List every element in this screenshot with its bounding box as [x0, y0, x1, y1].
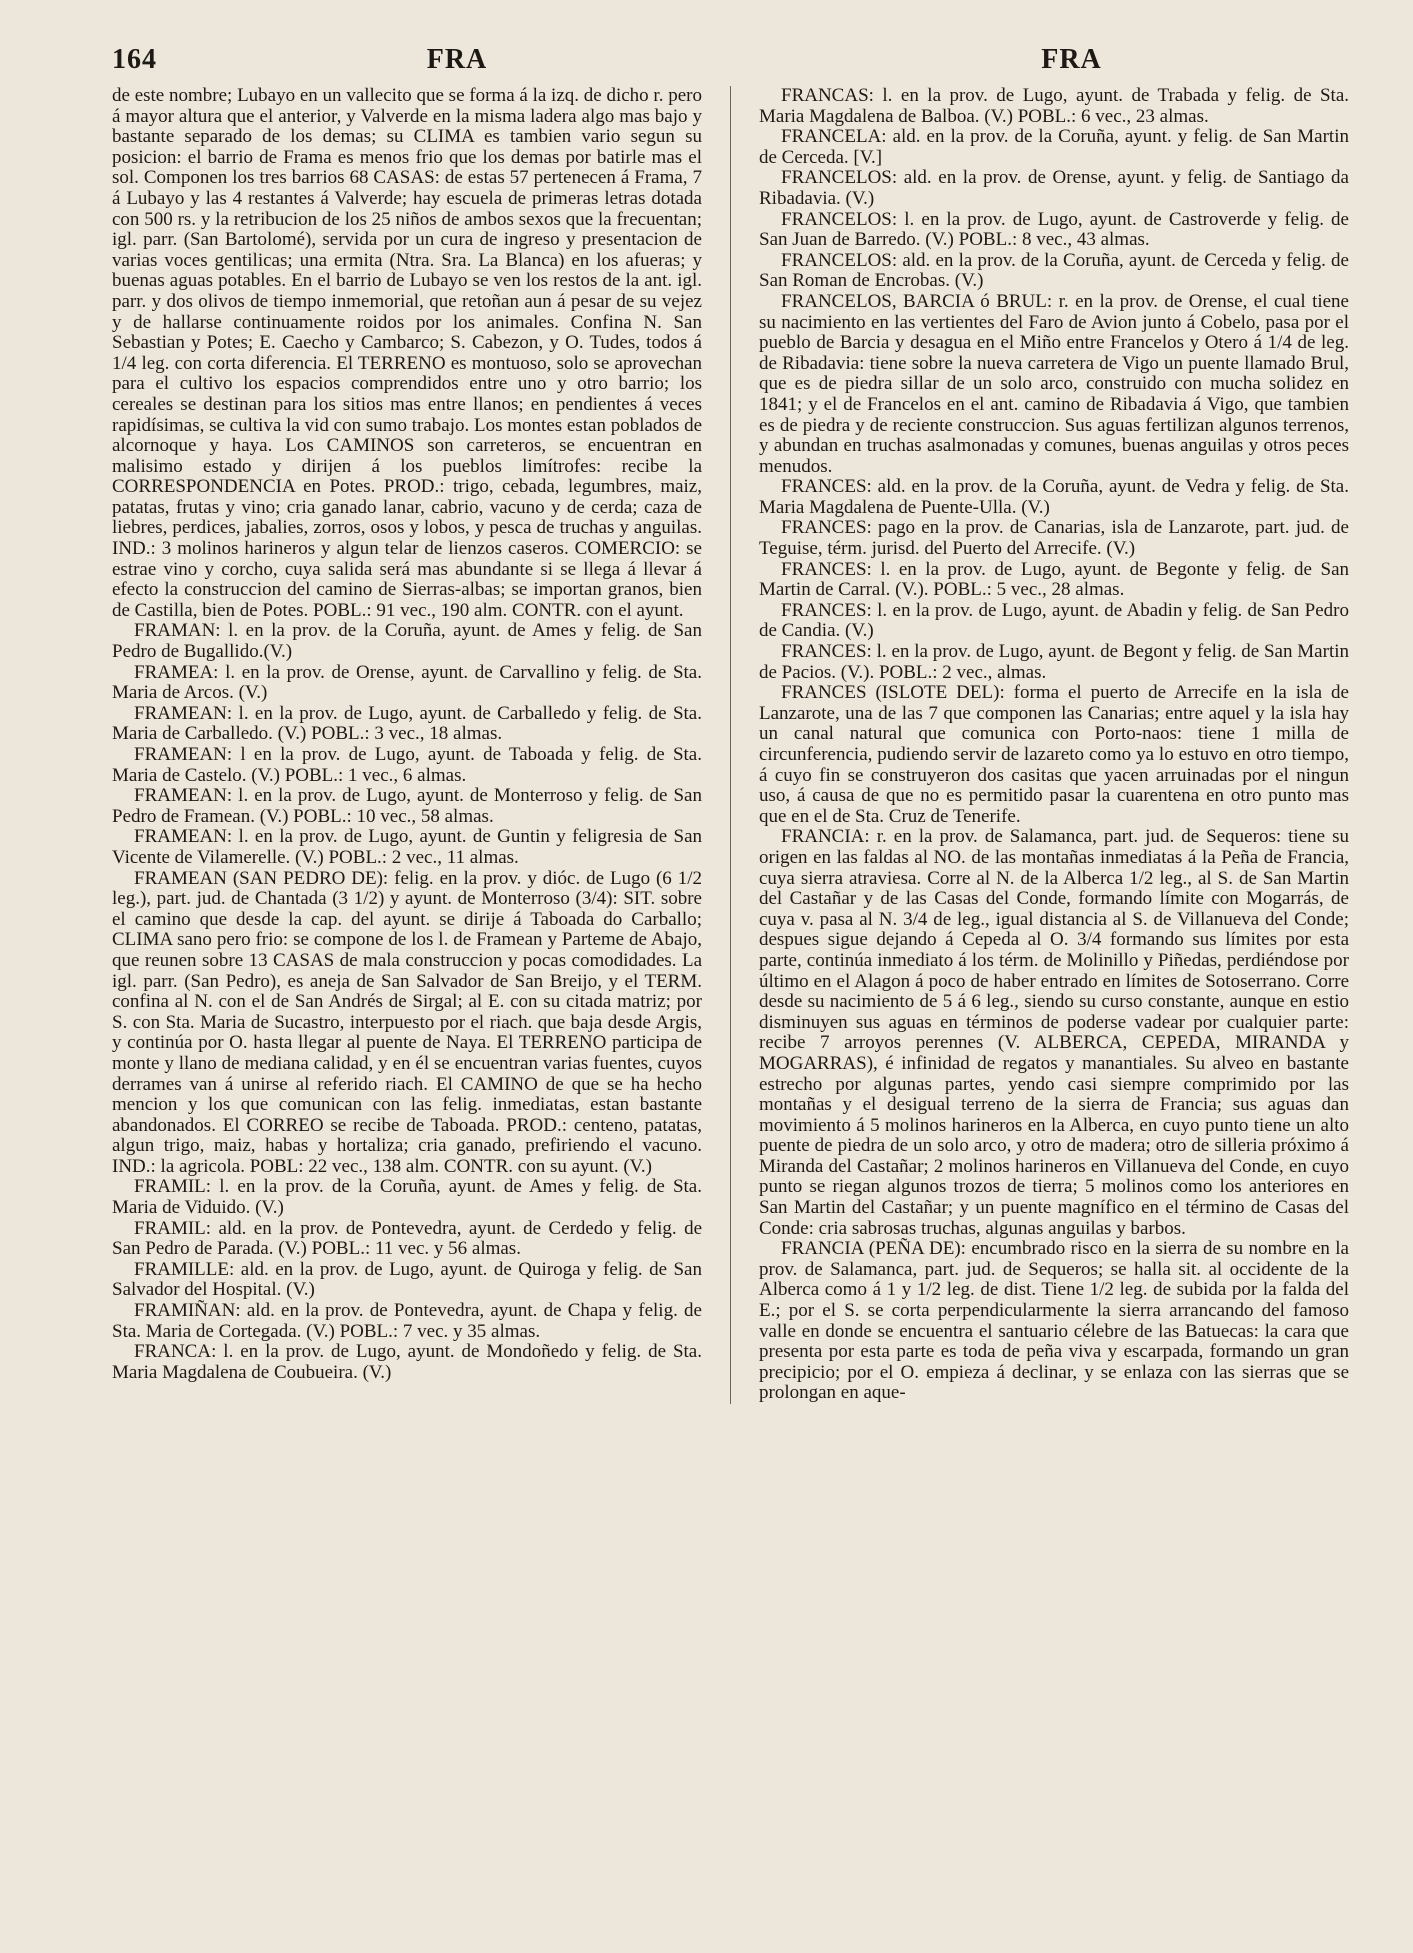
entry-francelos-lugo: FRANCELOS: l. en la prov. de Lugo, ayunt. de Castroverde y felig. de San Juan de Barredo. (V.) POBL.: 8 vec., 43 almas.	[759, 208, 1349, 251]
entry-framean-san-pedro: FRAMEAN (SAN PEDRO DE): felig. en la prov. y dióc. de Lugo (6 1/2 leg.), part. jud. de Chantada (3 1/2) y ayunt. de Monterroso (3/4): SIT. sobre el camino que desde la cap. del ayunt. se dirije á Taboada do Carballo; CLIMA sano pero frio: se compone de los l. de Framean y Parteme de Abajo, que reunen sobre 13 CASAS de mala construccion y pocas comodidades. La igl. parr. (San Pedro), es aneja de San Salvador de San Breijo, y el TERM. confina al N. con el de San Andrés de Sirgal; al E. con su citada matriz; por S. con Sta. Maria de Sucastro, interpuesto por el riach. que baja desde Argis, y continúa por O. hasta llegar al puente de Naya. El TERRENO participa de monte y llano de mediana calidad, y en él se encuentran varias fuentes, cuyos derrames van á unirse al referido riach. El CAMINO de que se ha hecho mencion y los que comunican con las felig. inmediatas, estan bastante abandonados. El CORREO se recibe de Taboada. PROD.: centeno, patatas, algun trigo, maiz, habas y hortaliza; cria ganado, prefiriendo el vacuno. IND.: la agricola. POBL: 22 vec., 138 alm. CONTR. con su ayunt. (V.)	[112, 867, 702, 1177]
entry-framean-monterroso: FRAMEAN: l. en la prov. de Lugo, ayunt. de Monterroso y felig. de San Pedro de Framean. (V.) POBL.: 10 vec., 58 almas.	[112, 785, 702, 827]
text-columns	[112, 86, 1361, 1404]
running-head-left: FRA	[426, 44, 488, 75]
entry-framean-guntin: FRAMEAN: l. en la prov. de Lugo, ayunt. de Guntin y feligresia de San Vicente de Vilamerelle. (V.) POBL.: 2 vec., 11 almas.	[112, 826, 702, 868]
entry-frances-islote: FRANCES (ISLOTE DEL): forma el puerto de Arrecife en la isla de Lanzarote, una de las 7 que componen las Canarias; entre aquel y la isla hay un canal natural que comunica con Porto-naos: tiene 1 milla de circunferencia, pudiendo servir de lazareto como ya lo estuvo en otro tiempo, á cuyo fin se construyeron dos casitas que yacen arruinadas por el ningun uso, á causa de que no es permitido pasar la cuarentena en otro punto mas que en el de Sta. Cruz de Tenerife.	[759, 682, 1349, 827]
entry-framan: FRAMAN: l. en la prov. de la Coruña, ayunt. de Ames y felig. de San Pedro de Bugallido.(V.)	[112, 620, 702, 663]
entry-francelos-river: FRANCELOS, BARCIA ó BRUL: r. en la prov. de Orense, el cual tiene su nacimiento en las vertientes del Faro de Avion junto á Cobelo, pasa por el pueblo de Barcia y desagua en el Miño entre Francelos y Otero á 1/4 de leg. de Ribadavia: tiene sobre la nueva carretera de Vigo un puente llamado Brul, que es de piedra sillar de un solo arco, construido con mucha solidez en 1841; y el de Francelos en el ant. camino de Ribadavia á Vigo, que tambien es de piedra y de reciente construccion. Sus aguas fertilizan algunos terrenos, y abundan en truchas asalmonadas y comunes, buenas anguilas y otros peces menudos.	[759, 290, 1349, 477]
page-number: 164	[112, 44, 157, 75]
entry-framille: FRAMILLE: ald. en la prov. de Lugo, ayunt. de Quiroga y felig. de San Salvador del Hospital. (V.)	[112, 1258, 702, 1301]
entry-framil-coruna: FRAMIL: l. en la prov. de la Coruña, ayunt. de Ames y felig. de Sta. Maria de Viduido. (V.)	[112, 1176, 702, 1219]
entry-framil-pontevedra: FRAMIL: ald. en la prov. de Pontevedra, ayunt. de Cerdedo y felig. de San Pedro de Parada. (V.) POBL.: 11 vec. y 56 almas.	[112, 1217, 702, 1260]
entry-frances-abadin: FRANCES: l. en la prov. de Lugo, ayunt. de Abadin y felig. de San Pedro de Candia. (V.)	[759, 599, 1349, 642]
entry-frances-begonte: FRANCES: l. en la prov. de Lugo, ayunt. de Begonte y felig. de San Martin de Carral. (V.). POBL.: 5 vec., 28 almas.	[759, 558, 1349, 601]
entry-frances-canarias: FRANCES: pago en la prov. de Canarias, isla de Lanzarote, part. jud. de Teguise, térm. jurisd. del Puerto del Arrecife. (V.)	[759, 517, 1349, 560]
entry-frances-pacios: FRANCES: l. en la prov. de Lugo, ayunt. de Begont y felig. de San Martin de Pacios. (V.). POBL.: 2 vec., almas.	[759, 641, 1349, 683]
left-column	[112, 86, 702, 1404]
entry-framean-carballedo: FRAMEAN: l. en la prov. de Lugo, ayunt. de Carballedo y felig. de Sta. Maria de Carballedo. (V.) POBL.: 3 vec., 18 almas.	[112, 702, 702, 745]
entry-frances-vedra: FRANCES: ald. en la prov. de la Coruña, ayunt. de Vedra y felig. de Sta. Maria Magdalena de Puente-Ulla. (V.)	[759, 476, 1349, 518]
entry-francas: FRANCAS: l. en la prov. de Lugo, ayunt. de Trabada y felig. de Sta. Maria Magdalena de Balboa. (V.) POBL.: 6 vec., 23 almas.	[759, 86, 1349, 127]
entry-francelos-coruna: FRANCELOS: ald. en la prov. de la Coruña, ayunt. de Cerceda y felig. de San Roman de Encrobas. (V.)	[759, 249, 1349, 292]
right-column	[759, 86, 1349, 1404]
entry-francelos-orense: FRANCELOS: ald. en la prov. de Orense, ayunt. y felig. de Santiago da Ribadavia. (V.)	[759, 167, 1349, 209]
running-head-right: FRA	[1041, 44, 1102, 75]
column-divider	[730, 86, 731, 1404]
entry-continuation: de este nombre; Lubayo en un vallecito que se forma á la izq. de dicho r. pero á mayor altura que el anterior, y Valverde en la misma ladera algo mas bajo y bastante separado de los demas; su CLIMA es tambien vario segun su posicion: el barrio de Frama es menos frio que los demas por batirle mas el sol. Componen los tres barrios 68 CASAS: de estas 57 pertenecen á Frama, 7 á Lubayo y las 4 restantes á Valverde; hay escuela de primeras letras dotada con 500 rs. y la retribucion de los 25 niños de ambos sexos que la frecuentan; igl. parr. (San Bartolomé), servida por un cura de ingreso y presentacion de varias voces gentilicas; una ermita (Ntra. Sra. La Blanca) en los afueras; y buenas aguas potables. En el barrio de Lubayo se ven los restos de la ant. igl. parr. y dos olivos de tiempo inmemorial, que retoñan aun á pesar de su vejez y de hallarse continuamente roidos por los animales. Confina N. San Sebastian y Potes; E. Caecho y Cambarco; S. Cabezon, y O. Tudes, todos á 1/4 leg. con corta diferencia. El TERRENO es montuoso, solo se aprovechan para el cultivo los espacios comprendidos entre uno y otro barrio; los cereales se destinan para los sitios mas entre llanos; en pendientes á veces rapidísimas, se cultiva la vid con sumo trabajo. Los montes estan poblados de alcornoque y haya. Los CAMINOS son carreteros, se encuentran en malisimo estado y dirijen á los pueblos limítrofes: recibe la CORRESPONDENCIA en Potes. PROD.: trigo, cebada, legumbres, maiz, patatas, frutas y vino; cria ganado lanar, cabrio, vacuno y de cerda; caza de liebres, perdices, jabalies, zorros, osos y lobos, y pesca de truchas y anguilas. IND.: 3 molinos harineros y algun telar de lienzos caseros. COMERCIO: se estrae vino y corcho, cuya salida será mas abundante si se llega á llevar á efecto la construccion del camino de Sierras-albas; se importan granos, bien de Castilla, bien de Potes. POBL.: 91 vec., 190 alm. CONTR. con el ayunt.	[112, 86, 702, 621]
entry-franca: FRANCA: l. en la prov. de Lugo, ayunt. de Mondoñedo y felig. de Sta. Maria Magdalena de Coubueira. (V.)	[112, 1341, 702, 1383]
entry-francia-pena: FRANCIA (PEÑA DE): encumbrado risco en la sierra de su nombre en la prov. de Salamanca, part. jud. de Sequeros; se halla sit. al occidente de la Alberca como á 1 y 1/2 leg. de dist. Tiene 1/2 leg. de subida por la falda del E.; por el S. se corta perpendicularmente la sierra arrancando del famoso valle en donde se encuentra el santuario célebre de las Batuecas: la cara que presenta por esta parte es toda de peña viva y escarpada, formando un gran precipicio; por el O. empieza á declinar, y se enlaza con las sierras que se prolongan en aque-	[759, 1238, 1349, 1404]
page-header	[112, 44, 1361, 84]
entry-framinan: FRAMIÑAN: ald. en la prov. de Pontevedra, ayunt. de Chapa y felig. de Sta. Maria de Cortegada. (V.) POBL.: 7 vec. y 35 almas.	[112, 1300, 702, 1342]
entry-francela: FRANCELA: ald. en la prov. de la Coruña, ayunt. y felig. de San Martin de Cerceda. [V.]	[759, 126, 1349, 168]
entry-framea: FRAMEA: l. en la prov. de Orense, ayunt. de Carvallino y felig. de Sta. Maria de Arcos. (V.)	[112, 661, 702, 704]
entry-framean-taboada: FRAMEAN: l en la prov. de Lugo, ayunt. de Taboada y felig. de Sta. Maria de Castelo. (V.) POBL.: 1 vec., 6 almas.	[112, 744, 702, 786]
entry-francia-river: FRANCIA: r. en la prov. de Salamanca, part. jud. de Sequeros: tiene su origen en las faldas al NO. de las montañas inmediatas á la Peña de Francia, cuya sierra atraviesa. Corre al N. de la Alberca 1/2 leg., al S. de San Martin del Castañar y de las Casas del Conde, formando límite con Mogarrás, de cuya v. pasa al N. 3/4 de leg., igual distancia al S. de Villanueva del Conde; despues sigue dejando á Cepeda al O. 3/4 formando sus límites por esta parte, continúa inmediato á los térm. de Molinillo y Piñedas, perdiéndose por último en el Alagon á poco de haber entrado en límites de Sotoserrano. Corre desde su nacimiento de 5 á 6 leg., siendo su curso constante, aunque en estio disminuyen sus aguas en términos de poderse vadear por cualquier parte: recibe 7 arroyos perennes (V. ALBERCA, CEPEDA, MIRANDA y MOGARRAS), é infinidad de regatos y manantiales. Su alveo en bastante estrecho por algunas partes, yendo casi siempre comprimido por las montañas y el desigual terreno de la sierra de Francia; sus aguas dan movimiento á 5 molinos harineros en la Alberca, en cuyo punto tiene un alto puente de piedra de un solo arco, y otro de madera; otro de silleria próximo á Miranda del Castañar; 2 molinos harineros en Villanueva del Conde, en cuyo punto se riegan algunos trozos de tierra; 5 molinos como los anteriores en San Martin del Castañar; y un puente magnífico en el término de Casas del Conde: cria sabrosas truchas, algunas anguilas y barbos.	[759, 826, 1349, 1239]
